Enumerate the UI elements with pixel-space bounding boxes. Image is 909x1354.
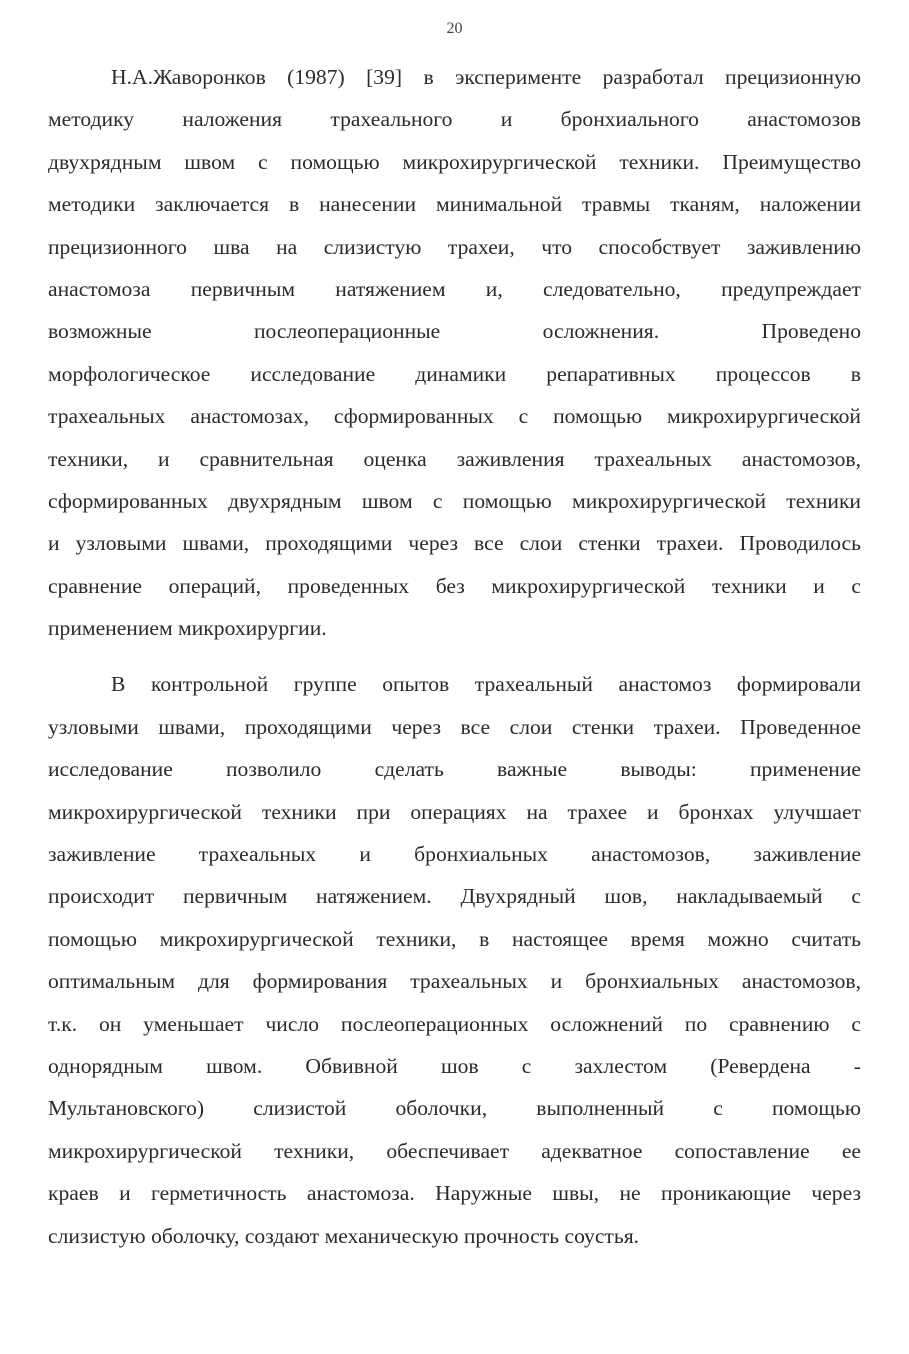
text-line: возможные послеоперационные осложнения. Проведено [48,319,861,344]
text-line: узловыми швами, проходящими через все слои стенки трахеи. Проведенное [48,714,861,739]
text-line: сравнение операций, проведенных без микрохирургической техники и с [48,573,861,598]
text-line: заживление трахеальных и бронхиальных анастомозов, заживление [48,842,861,867]
text-line: микрохирургической техники при операциях на трахее и бронхах улучшает [48,799,861,824]
text-line: техники, и сравнительная оценка заживления трахеальных анастомозов, [48,446,861,471]
text-line: прецизионного шва на слизистую трахеи, что способствует заживлению [48,234,861,259]
text-line: микрохирургической техники, обеспечивает адекватное сопоставление ее [48,1138,861,1163]
text-line: т.к. он уменьшает число послеоперационных осложнений по сравнению с [48,1011,861,1036]
text-line: слизистую оболочку, создают механическую прочность соустья. [48,1223,640,1248]
text-line: Мультановского) слизистой оболочки, выполненный с помощью [48,1096,861,1121]
paragraph-2 [48,663,861,1256]
text-line: двухрядным швом с помощью микрохирургической техники. Преимущество [48,149,861,174]
text-line: методику наложения трахеального и бронхиального анастомозов [48,107,861,132]
text-line: В контрольной группе опытов трахеальный анастомоз формировали [111,672,861,697]
text-line: трахеальных анастомозах, сформированных с помощью микрохирургической [48,404,861,429]
text-line: и узловыми швами, проходящими через все слои стенки трахеи. Проводилось [48,531,861,556]
paragraph-1 [48,56,861,649]
text-line: применением микрохирургии. [48,616,327,641]
text-line: краев и герметичность анастомоза. Наружные швы, не проникающие через [48,1181,861,1206]
text-line: морфологическое исследование динамики репаративных процессов в [48,361,861,386]
text-line: исследование позволило сделать важные выводы: применение [48,757,861,782]
page-number: 20 [446,20,463,37]
text-line: оптимальным для формирования трахеальных и бронхиальных анастомозов, [48,969,861,994]
text-line: помощью микрохирургической техники, в настоящее время можно считать [48,926,861,951]
text-line: Н.А.Жаворонков (1987) [39] в эксперименте разработал прецизионную [111,65,861,89]
text-line: анастомоза первичным натяжением и, следовательно, предупреждает [48,276,861,301]
text-line: методики заключается в нанесении минимальной травмы тканям, наложении [48,192,861,217]
text-line: однорядным швом. Обвивной шов с захлестом (Ревердена - [48,1053,861,1078]
body-text [48,56,861,1257]
text-line: происходит первичным натяжением. Двухрядный шов, накладываемый с [48,884,861,909]
text-line: сформированных двухрядным швом с помощью микрохирургической техники [48,488,861,513]
